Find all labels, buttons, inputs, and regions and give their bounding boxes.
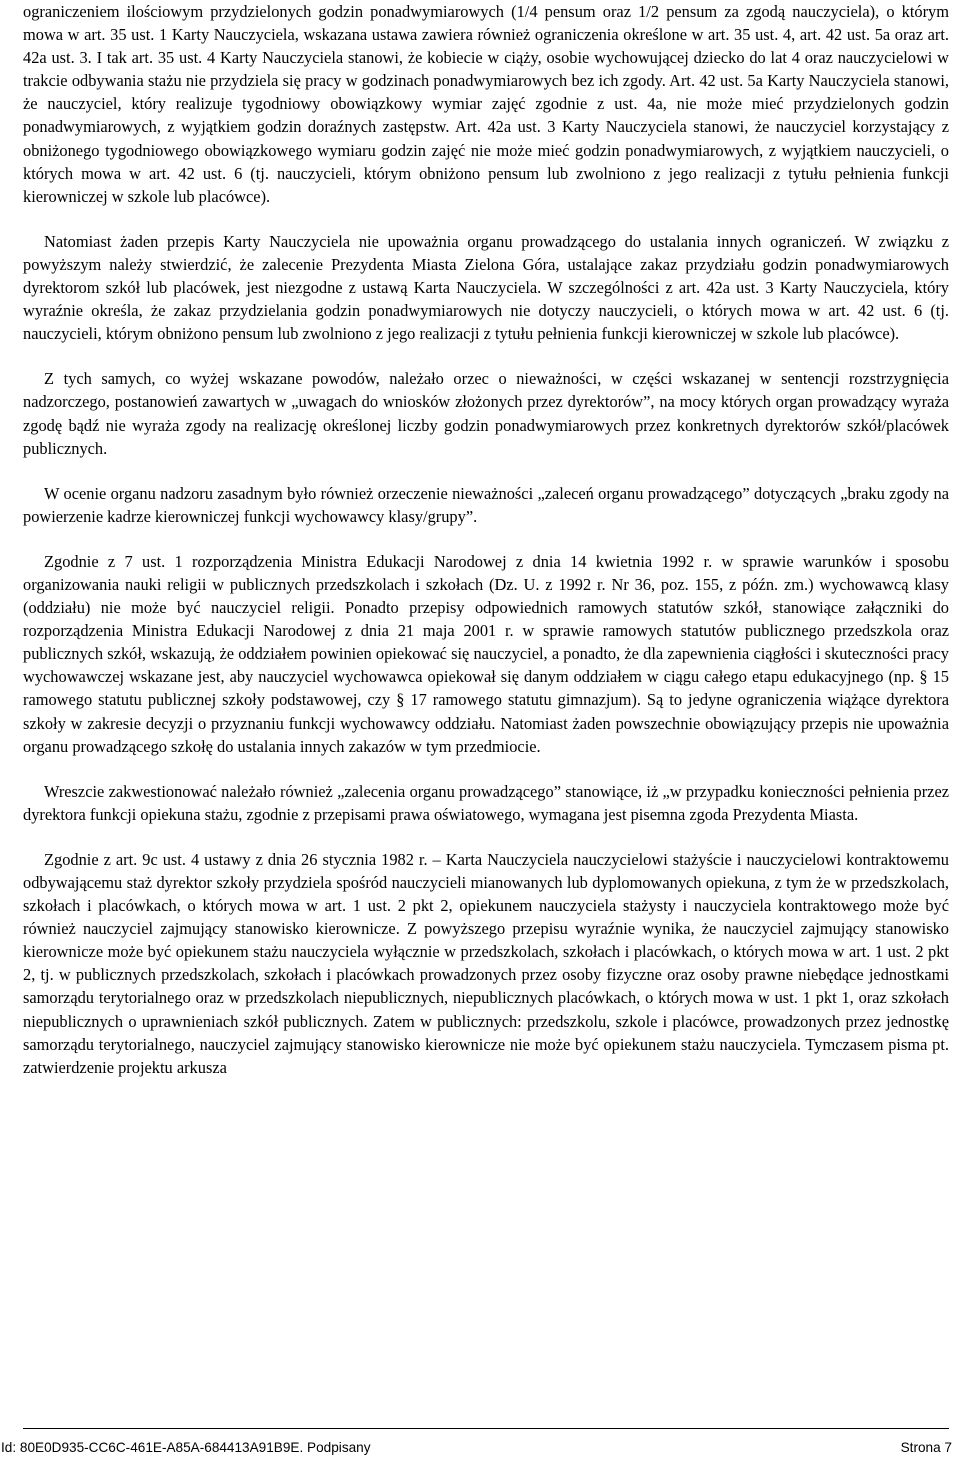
document-id-signature: Id: 80E0D935-CC6C-461E-A85A-684413A91B9E. Podpisany: [1, 1440, 371, 1455]
paragraph-5: Zgodnie z 7 ust. 1 rozporządzenia Ministra Edukacji Narodowej z dnia 14 kwietnia 1992 r. w sprawie warunków i sposobu organizowania nauki religii w publicznych przedszkolach i szkołach (Dz. U. z 1992 r. Nr 36, poz. 155, z późn. zm.) wychowawcą klasy (oddziału) nie może być nauczyciel religii. Ponadto przepisy odpowiednich ramowych statutów szkół, stanowiące załączniki do rozporządzenia Ministra Edukacji Narodowej z dnia 21 maja 2001 r. w sprawie ramowych statutów publicznego przedszkola oraz publicznych szkół, wskazują, że oddziałem powinien opiekować się nauczyciel, a ponadto, że dla zapewnienia ciągłości i skuteczności pracy wychowawczej wskazane jest, aby nauczyciel wychowawca opiekował się danym oddziałem w ciągu całego etapu edukacyjnego (np. § 15 ramowego statutu publicznej szkoły podstawowej, czy § 17 ramowego statutu gimnazjum). Są to jedyne ograniczenia wiążące dyrektora szkoły w zakresie decyzji o przyznaniu funkcji wychowawcy oddziału. Natomiast żaden powszechnie obowiązujący przepis nie upoważnia organu prowadzącego szkołę do ustalania innych zakazów w tym przedmiocie.: [23, 551, 949, 756]
page-footer: [0, 1438, 960, 1458]
paragraph-3: Z tych samych, co wyżej wskazane powodów, należało orzec o nieważności, w części wskazanej w sentencji rozstrzygnięcia nadzorczego, postanowień zawartych w „uwagach do wniosków złożonych przez dyrektorów”, na mocy których organ prowadzący wyraża zgodę bądź nie wyraża zgody na realizację określonej liczby godzin ponadwymiarowych przez konkretnych dyrektorów szkół/placówek publicznych.: [23, 369, 949, 458]
paragraph-6: Wreszcie zakwestionować należało również „zalecenia organu prowadzącego” stanowiące, iż „w przypadku konieczności pełnienia przez dyrektora funkcji opiekuna stażu, zgodnie z przepisami prawa oświatowego, wymagana jest pisemna zgoda Prezydenta Miasta.: [23, 781, 949, 824]
paragraph-1: ograniczeniem ilościowym przydzielonych godzin ponadwymiarowych (1/4 pensum oraz 1/2 pensum za zgodą nauczyciela), o którym mowa w art. 35 ust. 1 Karty Nauczyciela, wskazana ustawa zawiera również ograniczenia określone w art. 35 ust. 4, art. 42 ust. 5a oraz art. 42a ust. 3. I tak art. 35 ust. 4 Karty Nauczyciela stanowi, że kobiecie w ciąży, osobie wychowującej dziecko do lat 4 oraz nauczycielowi w trakcie odbywania stażu nie przydziela się pracy w godzinach ponadwymiarowych bez ich zgody. Art. 42 ust. 5a Karty Nauczyciela stanowi, że nauczyciel, który realizuje tygodniowy obowiązkowy wymiar zajęć zgodnie z ust. 4a, nie może mieć przydzielonych godzin ponadwymiarowych, z wyjątkiem godzin doraźnych zastępstw. Art. 42a ust. 3 Karty Nauczyciela stanowi, że nauczyciel korzystający z obniżonego tygodniowego obowiązkowego wymiaru godzin zajęć nie może mieć godzin ponadwymiarowych, z wyjątkiem nauczycieli, o których mowa w art. 42 ust. 6 (tj. nauczycieli, którym obniżono pensum lub zwolniono z jego realizacji z tytułu pełnienia funkcji kierowniczej w szkole lub placówce).: [23, 2, 949, 206]
paragraph-7: Zgodnie z art. 9c ust. 4 ustawy z dnia 26 stycznia 1982 r. – Karta Nauczyciela nauczycielowi stażyście i nauczycielowi kontraktowemu odbywającemu staż dyrektor szkoły przydziela spośród nauczycieli mianowanych lub dyplomowanych opiekuna, z tym że w przedszkolach, szkołach i placówkach, o których mowa w art. 1 ust. 2 pkt 2, opiekunem nauczyciela stażysty i nauczyciela kontraktowego może być również nauczyciel zajmujący stanowisko kierownicze. Z powyższego przepisu wyraźnie wynika, że nauczyciel zajmujący stanowisko kierownicze może być opiekunem stażu nauczyciela wyłącznie w przedszkolach, szkołach i placówkach, o których mowa w art. 1 ust. 2 pkt 2, tj. w publicznych przedszkolach, szkołach i placówkach prowadzonych przez osoby fizyczne oraz osoby prawne niebędące jednostkami samorządu terytorialnego oraz w przedszkolach niepublicznych, niepublicznych placówkach, o których mowa w ust. 1 pkt 1, oraz szkołach niepublicznych o uprawnieniach szkół publicznych. Zatem w publicznych: przedszkolu, szkole i placówce, prowadzonych przez jednostkę samorządu terytorialnego, nauczyciel zajmujący stanowisko kierownicze nie może być opiekunem stażu nauczyciela. Tymczasem pisma pt. zatwierdzenie projektu arkusza: [23, 849, 949, 1077]
page-number: Strona 7: [900, 1440, 952, 1455]
footer-divider: [23, 1428, 949, 1429]
paragraph-2: Natomiast żaden przepis Karty Nauczyciela nie upoważnia organu prowadzącego do ustalania innych ograniczeń. W związku z powyższym należy stwierdzić, że zalecenie Prezydenta Miasta Zielona Góra, ustalające zakaz przydziału godzin ponadwymiarowych dyrektorom szkół lub placówek, jest niezgodne z ustawą Karta Nauczyciela. W szczególności z art. 42a ust. 3 Karty Nauczyciela, który wyraźnie określa, że zakaz przydzielania godzin ponadwymiarowych nie dotyczy nauczycieli, o których mowa w art. 42 ust. 6 (tj. nauczycieli, którym obniżono pensum lub zwolniono z jego realizacji z tytułu pełnienia funkcji kierowniczej w szkole lub placówce).: [23, 231, 949, 344]
paragraph-4: W ocenie organu nadzoru zasadnym było również orzeczenie nieważności „zaleceń organu prowadzącego” dotyczących „braku zgody na powierzenie kadrze kierowniczej funkcji wychowawcy klasy/grupy”.: [23, 483, 949, 526]
document-body: [23, 0, 949, 1079]
